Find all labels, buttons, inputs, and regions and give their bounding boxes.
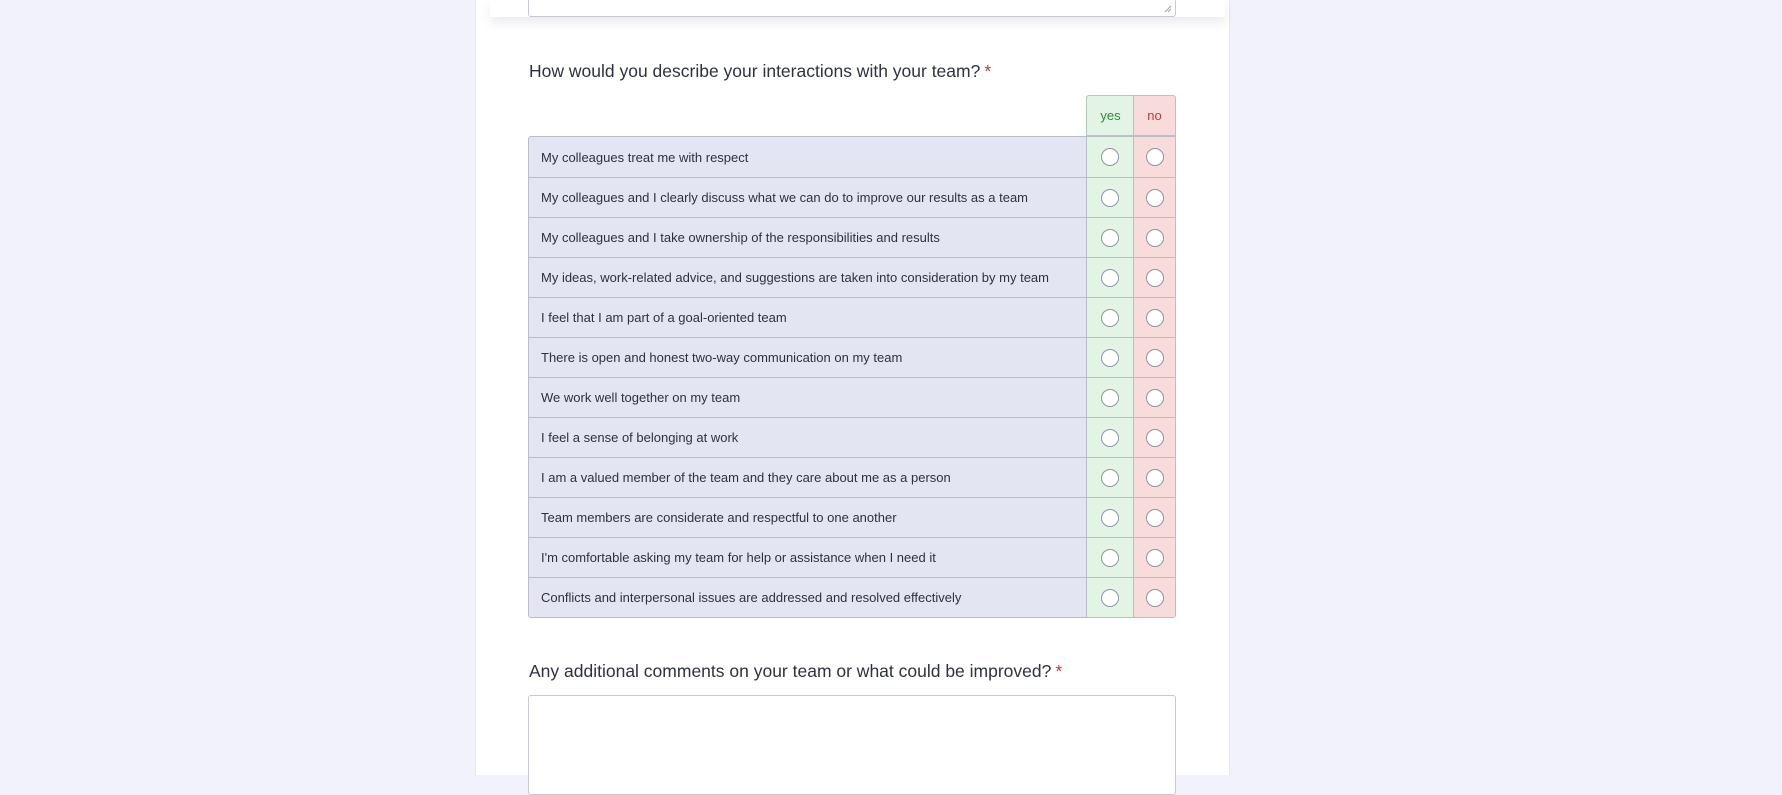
cell-no [1134, 218, 1175, 257]
radio-yes[interactable] [1101, 509, 1119, 527]
cell-no [1134, 137, 1175, 177]
cell-yes [1087, 178, 1134, 217]
statement-label: My ideas, work-related advice, and suggestions are taken into consideration by my team [529, 258, 1087, 297]
radio-no[interactable] [1146, 549, 1164, 567]
radio-yes[interactable] [1101, 429, 1119, 447]
cell-no [1134, 578, 1175, 617]
comments-textarea[interactable] [528, 695, 1176, 795]
statement-label: We work well together on my team [529, 378, 1087, 417]
cell-yes [1087, 498, 1134, 537]
cell-no [1134, 298, 1175, 337]
radio-yes[interactable] [1101, 389, 1119, 407]
cell-yes [1087, 218, 1134, 257]
matrix-row [529, 177, 1175, 217]
statement-label: Conflicts and interpersonal issues are addressed and resolved effectively [529, 578, 1087, 617]
cell-no [1134, 418, 1175, 457]
cell-no [1134, 378, 1175, 417]
statement-label: I am a valued member of the team and they care about me as a person [529, 458, 1087, 497]
cell-no [1134, 338, 1175, 377]
radio-no[interactable] [1146, 509, 1164, 527]
cell-yes [1087, 578, 1134, 617]
cell-yes [1087, 137, 1134, 177]
likert-matrix [528, 136, 1176, 618]
cell-no [1134, 498, 1175, 537]
matrix-row [529, 137, 1175, 177]
cell-yes [1087, 298, 1134, 337]
matrix-row [529, 457, 1175, 497]
column-header-no: no [1133, 95, 1176, 136]
radio-no[interactable] [1146, 269, 1164, 287]
cell-yes [1087, 458, 1134, 497]
cell-yes [1087, 258, 1134, 297]
matrix-row [529, 577, 1175, 617]
statement-label: My colleagues treat me with respect [529, 137, 1087, 177]
required-marker: * [1055, 661, 1063, 681]
cell-yes [1087, 378, 1134, 417]
radio-no[interactable] [1146, 349, 1164, 367]
radio-no[interactable] [1146, 469, 1164, 487]
radio-no[interactable] [1146, 589, 1164, 607]
statement-label: There is open and honest two-way communication on my team [529, 338, 1087, 377]
question-text: How would you describe your interactions with your team? [529, 61, 981, 81]
matrix-row [529, 337, 1175, 377]
matrix-row [529, 257, 1175, 297]
matrix-row [529, 377, 1175, 417]
radio-yes[interactable] [1101, 469, 1119, 487]
cell-no [1134, 538, 1175, 577]
cell-yes [1087, 418, 1134, 457]
cell-no [1134, 178, 1175, 217]
matrix-row [529, 497, 1175, 537]
statement-label: I feel a sense of belonging at work [529, 418, 1087, 457]
radio-yes[interactable] [1101, 189, 1119, 207]
radio-yes[interactable] [1101, 349, 1119, 367]
cell-no [1134, 458, 1175, 497]
cell-yes [1087, 338, 1134, 377]
resize-handle-icon[interactable] [1164, 5, 1172, 13]
radio-no[interactable] [1146, 229, 1164, 247]
statement-label: I feel that I am part of a goal-oriented team [529, 298, 1087, 337]
statement-label: I'm comfortable asking my team for help or assistance when I need it [529, 538, 1087, 577]
matrix-row [529, 217, 1175, 257]
radio-no[interactable] [1146, 309, 1164, 327]
cell-no [1134, 258, 1175, 297]
radio-yes[interactable] [1101, 269, 1119, 287]
radio-yes[interactable] [1101, 309, 1119, 327]
radio-yes[interactable] [1101, 549, 1119, 567]
radio-yes[interactable] [1101, 229, 1119, 247]
statement-label: My colleagues and I take ownership of the responsibilities and results [529, 218, 1087, 257]
question-text: Any additional comments on your team or what could be improved? [529, 661, 1052, 681]
radio-yes[interactable] [1101, 589, 1119, 607]
radio-no[interactable] [1146, 148, 1164, 166]
question-title-interactions [529, 60, 991, 82]
matrix-row [529, 417, 1175, 457]
radio-yes[interactable] [1101, 148, 1119, 166]
radio-no[interactable] [1146, 189, 1164, 207]
question-title-comments [529, 660, 1062, 682]
matrix-row [529, 537, 1175, 577]
radio-no[interactable] [1146, 429, 1164, 447]
statement-label: Team members are considerate and respectful to one another [529, 498, 1087, 537]
cell-yes [1087, 538, 1134, 577]
column-header-yes: yes [1086, 95, 1134, 136]
matrix-row [529, 297, 1175, 337]
statement-label: My colleagues and I clearly discuss what we can do to improve our results as a team [529, 178, 1087, 217]
radio-no[interactable] [1146, 389, 1164, 407]
previous-textarea[interactable] [528, 0, 1176, 17]
required-marker: * [984, 61, 992, 81]
